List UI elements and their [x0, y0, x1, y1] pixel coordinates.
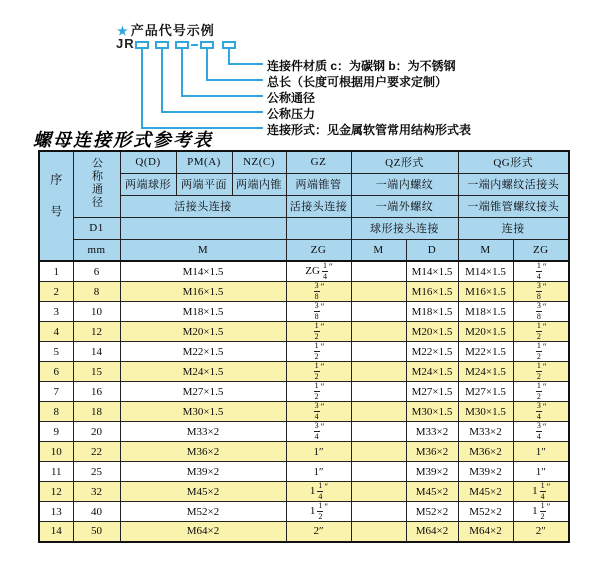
cell-mm: 6	[73, 261, 120, 282]
code-box-4	[200, 41, 214, 49]
nut-connection-table	[38, 150, 570, 543]
cell-qz_m	[351, 282, 406, 302]
header-unit-zg: ZG	[286, 239, 351, 261]
star-icon: ★	[117, 24, 129, 38]
cell-qz_d: M30×1.5	[406, 402, 458, 422]
header-sub-pm: 两端平面	[176, 173, 232, 195]
cell-gz: $\frac{3}{4}$ ″	[286, 402, 351, 422]
connector-line	[206, 79, 263, 81]
cell-no: 13	[39, 502, 73, 522]
header-col-q: Q(D)	[120, 151, 176, 173]
header-unit-qg-m: M	[458, 239, 513, 261]
cell-qg_m: M64×2	[458, 522, 513, 542]
cell-qz_d: M52×2	[406, 502, 458, 522]
cell-m: M45×2	[120, 482, 286, 502]
header-blank-union	[120, 217, 286, 239]
table-header	[39, 151, 569, 261]
cell-gz: 1″	[286, 442, 351, 462]
cell-qz_d: M64×2	[406, 522, 458, 542]
cell-no: 8	[39, 402, 73, 422]
cell-qz_d: M20×1.5	[406, 322, 458, 342]
cell-qg_zg: $\frac{1}{4}$ ″	[513, 261, 569, 282]
cell-qg_zg: $\frac{3}{8}$ ″	[513, 302, 569, 322]
header-unit-m: M	[120, 239, 286, 261]
cell-no: 3	[39, 302, 73, 322]
cell-qz_d: M16×1.5	[406, 282, 458, 302]
cell-qz_d: M33×2	[406, 422, 458, 442]
cell-m: M30×1.5	[120, 402, 286, 422]
cell-no: 10	[39, 442, 73, 462]
cell-gz: 1 $\frac{1}{2}$ ″	[286, 502, 351, 522]
cell-qz_m	[351, 402, 406, 422]
product-code-diagram	[0, 0, 600, 140]
label-total-length: 总长（长度可根据用户要求定制）	[267, 75, 448, 89]
cell-mm: 12	[73, 322, 120, 342]
cell-qg_zg: 2″	[513, 522, 569, 542]
cell-m: M52×2	[120, 502, 286, 522]
cell-qg_zg: $\frac{1}{2}$ ″	[513, 382, 569, 402]
cell-m: M27×1.5	[120, 382, 286, 402]
cell-qz_d: M22×1.5	[406, 342, 458, 362]
header-blank-gz	[286, 217, 351, 239]
connector-line	[181, 49, 183, 95]
cell-qz_d: M45×2	[406, 482, 458, 502]
label-nominal-diameter: 公称通径	[267, 91, 316, 105]
cell-qg_m: M16×1.5	[458, 282, 513, 302]
cell-qz_d: M36×2	[406, 442, 458, 462]
table-row	[39, 302, 569, 322]
cell-qg_m: M36×2	[458, 442, 513, 462]
header-serial: 序号	[39, 151, 73, 261]
cell-qg_m: M39×2	[458, 462, 513, 482]
cell-gz: $\frac{1}{2}$ ″	[286, 382, 351, 402]
cell-qg_m: M45×2	[458, 482, 513, 502]
label-nominal-pressure: 公称压力	[267, 107, 316, 121]
connector-line	[161, 111, 263, 113]
cell-mm: 10	[73, 302, 120, 322]
cell-qz_m	[351, 261, 406, 282]
cell-qg_zg: $\frac{1}{2}$ ″	[513, 342, 569, 362]
cell-qg_m: M14×1.5	[458, 261, 513, 282]
cell-mm: 20	[73, 422, 120, 442]
cell-no: 1	[39, 261, 73, 282]
cell-qz_m	[351, 362, 406, 382]
cell-mm: 18	[73, 402, 120, 422]
cell-qz_m	[351, 422, 406, 442]
cell-mm: 8	[73, 282, 120, 302]
header-bore: 公称通径	[73, 151, 120, 217]
cell-m: M24×1.5	[120, 362, 286, 382]
code-box-3	[175, 41, 189, 49]
header-sub-qz: 一端内螺纹	[351, 173, 458, 195]
cell-m: M20×1.5	[120, 322, 286, 342]
cell-m: M16×1.5	[120, 282, 286, 302]
cell-qg_zg: $\frac{3}{4}$ ″	[513, 402, 569, 422]
cell-qg_zg: $\frac{1}{2}$ ″	[513, 362, 569, 382]
cell-qz_m	[351, 482, 406, 502]
cell-gz: $\frac{1}{2}$ ″	[286, 322, 351, 342]
cell-no: 4	[39, 322, 73, 342]
cell-m: M33×2	[120, 422, 286, 442]
cell-no: 6	[39, 362, 73, 382]
connector-line	[228, 49, 230, 63]
code-dash	[191, 44, 198, 46]
cell-no: 7	[39, 382, 73, 402]
connector-line	[206, 49, 208, 79]
cell-mm: 22	[73, 442, 120, 462]
table-row	[39, 482, 569, 502]
cell-gz: 2″	[286, 522, 351, 542]
cell-mm: 15	[73, 362, 120, 382]
cell-qg_zg: 1″	[513, 462, 569, 482]
table-row	[39, 342, 569, 362]
cell-qg_zg: 1 $\frac{1}{2}$ ″	[513, 502, 569, 522]
header-join-qz: 球形接头连接	[351, 217, 458, 239]
table-row	[39, 282, 569, 302]
connector-line	[181, 95, 263, 97]
table-row	[39, 402, 569, 422]
cell-m: M64×2	[120, 522, 286, 542]
table-row	[39, 362, 569, 382]
cell-qz_d: M39×2	[406, 462, 458, 482]
table-row	[39, 442, 569, 462]
cell-mm: 40	[73, 502, 120, 522]
cell-mm: 50	[73, 522, 120, 542]
header-sub-nz: 两端内锥	[232, 173, 286, 195]
code-box-5	[222, 41, 236, 49]
connector-line	[161, 49, 163, 111]
cell-qg_zg: $\frac{3}{4}$ ″	[513, 422, 569, 442]
header-col-nz: NZ(C)	[232, 151, 286, 173]
cell-mm: 32	[73, 482, 120, 502]
header-conn-union: 活接头连接	[120, 195, 286, 217]
header-sub-gz: 两端锥管	[286, 173, 351, 195]
cell-qz_m	[351, 382, 406, 402]
table-row	[39, 462, 569, 482]
cell-qz_m	[351, 442, 406, 462]
cell-no: 5	[39, 342, 73, 362]
cell-gz: 1 $\frac{1}{4}$ ″	[286, 482, 351, 502]
cell-gz: ZG $\frac{1}{4}$ ″	[286, 261, 351, 282]
cell-gz: 1″	[286, 462, 351, 482]
product-code-prefix: JR	[116, 36, 135, 51]
label-connection-form: 连接形式：见金属软管常用结构形式表	[267, 123, 472, 137]
cell-no: 9	[39, 422, 73, 442]
cell-qz_d: M14×1.5	[406, 261, 458, 282]
cell-gz: $\frac{1}{2}$ ″	[286, 362, 351, 382]
cell-qz_m	[351, 302, 406, 322]
cell-qg_m: M30×1.5	[458, 402, 513, 422]
cell-qg_m: M18×1.5	[458, 302, 513, 322]
cell-qg_m: M24×1.5	[458, 362, 513, 382]
code-box-2	[155, 41, 169, 49]
cell-qz_m	[351, 322, 406, 342]
header-unit-qz-m: M	[351, 239, 406, 261]
header-col-pm: PM(A)	[176, 151, 232, 173]
header-conn-qg: 一端锥管螺纹接头	[458, 195, 569, 217]
table-title: 螺母连接形式参考表	[33, 130, 213, 150]
table-row	[39, 502, 569, 522]
diagram-heading-text: 产品代号示例	[130, 23, 215, 38]
cell-gz: $\frac{3}{8}$ ″	[286, 282, 351, 302]
cell-qz_d: M18×1.5	[406, 302, 458, 322]
cell-qg_m: M27×1.5	[458, 382, 513, 402]
cell-mm: 16	[73, 382, 120, 402]
cell-qg_m: M52×2	[458, 502, 513, 522]
cell-qg_zg: $\frac{3}{8}$ ″	[513, 282, 569, 302]
label-material: 连接件材质 c：为碳钢 b：为不锈钢	[267, 59, 456, 73]
cell-gz: $\frac{3}{8}$ ″	[286, 302, 351, 322]
table-body	[39, 261, 569, 542]
cell-no: 11	[39, 462, 73, 482]
cell-no: 12	[39, 482, 73, 502]
header-conn-qz: 一端外螺纹	[351, 195, 458, 217]
cell-gz: $\frac{3}{4}$ ″	[286, 422, 351, 442]
header-col-qg: QG形式	[458, 151, 569, 173]
cell-qz_m	[351, 342, 406, 362]
header-col-qz: QZ形式	[351, 151, 458, 173]
header-sub-q: 两端球形	[120, 173, 176, 195]
header-unit-mm: mm	[73, 239, 120, 261]
cell-no: 14	[39, 522, 73, 542]
cell-qg_m: M33×2	[458, 422, 513, 442]
cell-m: M18×1.5	[120, 302, 286, 322]
cell-m: M14×1.5	[120, 261, 286, 282]
table-row	[39, 322, 569, 342]
cell-no: 2	[39, 282, 73, 302]
header-unit-qz-d: D	[406, 239, 458, 261]
cell-qg_zg: 1″	[513, 442, 569, 462]
cell-qz_m	[351, 522, 406, 542]
connector-line	[141, 49, 143, 127]
header-d1: D1	[73, 217, 120, 239]
table-row	[39, 422, 569, 442]
cell-qg_m: M22×1.5	[458, 342, 513, 362]
cell-gz: $\frac{1}{2}$ ″	[286, 342, 351, 362]
header-sub-qg: 一端内螺纹活接头	[458, 173, 569, 195]
cell-qz_m	[351, 502, 406, 522]
cell-qz_m	[351, 462, 406, 482]
cell-qz_d: M27×1.5	[406, 382, 458, 402]
cell-m: M36×2	[120, 442, 286, 462]
cell-m: M22×1.5	[120, 342, 286, 362]
header-conn-gz: 活接头连接	[286, 195, 351, 217]
table-row	[39, 522, 569, 542]
cell-qg_m: M20×1.5	[458, 322, 513, 342]
connector-line	[228, 63, 263, 65]
cell-qg_zg: $\frac{1}{2}$ ″	[513, 322, 569, 342]
table-row	[39, 382, 569, 402]
cell-qz_d: M24×1.5	[406, 362, 458, 382]
header-unit-qg-zg: ZG	[513, 239, 569, 261]
header-col-gz: GZ	[286, 151, 351, 173]
code-box-1	[135, 41, 149, 49]
cell-m: M39×2	[120, 462, 286, 482]
table-row	[39, 261, 569, 282]
cell-mm: 25	[73, 462, 120, 482]
cell-mm: 14	[73, 342, 120, 362]
header-join-qg: 连接	[458, 217, 569, 239]
cell-qg_zg: 1 $\frac{1}{4}$ ″	[513, 482, 569, 502]
